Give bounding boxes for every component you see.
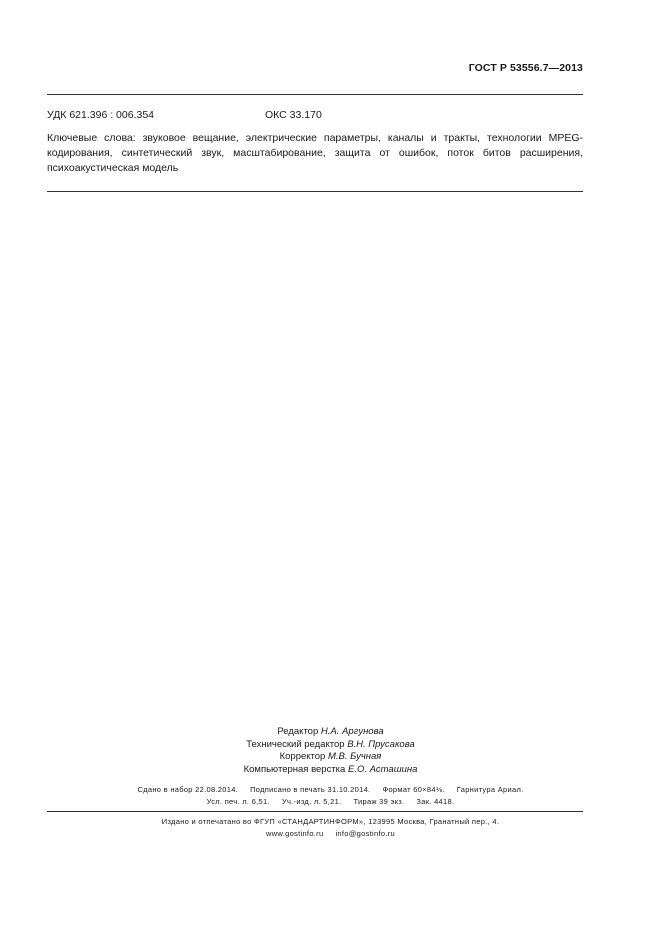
credits-block bbox=[0, 726, 661, 776]
header-divider bbox=[47, 94, 583, 95]
publisher-website: www.gostinfo.ru bbox=[266, 829, 324, 838]
print-info-line-1: Сдано в набор 22.08.2014. Подписано в печать 31.10.2014. Формат 60×84⅛. Гарнитура Ариал. bbox=[137, 785, 524, 794]
publisher-email: info@gostinfo.ru bbox=[335, 829, 395, 838]
footer-divider bbox=[47, 811, 583, 812]
credit-proofreader: Корректор М.В. Бучная bbox=[279, 751, 382, 762]
keywords-divider bbox=[47, 191, 583, 192]
oks-code: ОКС 33.170 bbox=[265, 109, 322, 121]
keywords-paragraph: Ключевые слова: звуковое вещание, электрические параметры, каналы и тракты, технологии MPEG-кодирования, синтетический звук, масштабирование, защита от ошибок, поток битов расширения, психоакустическая модель bbox=[47, 132, 583, 174]
standard-number: ГОСТ Р 53556.7—2013 bbox=[468, 62, 583, 74]
publisher-contacts bbox=[0, 829, 661, 838]
credit-tech-editor: Технический редактор В.Н. Прусакова bbox=[246, 738, 415, 750]
credit-editor: Редактор Н.А. Аргунова bbox=[277, 726, 384, 737]
publisher-line: Издано и отпечатано во ФГУП «СТАНДАРТИНФОРМ», 123995 Москва, Гранатный пер., 4. bbox=[161, 817, 500, 826]
credit-layout: Компьютерная верстка Е.О. Асташина bbox=[243, 763, 418, 775]
print-info-line-2: Усл. печ. л. 6,51. Уч.-изд. л. 5,21. Тираж 39 экз. Зак. 4418. bbox=[206, 797, 455, 806]
udc-code: УДК 621.396 : 006.354 bbox=[47, 109, 155, 121]
